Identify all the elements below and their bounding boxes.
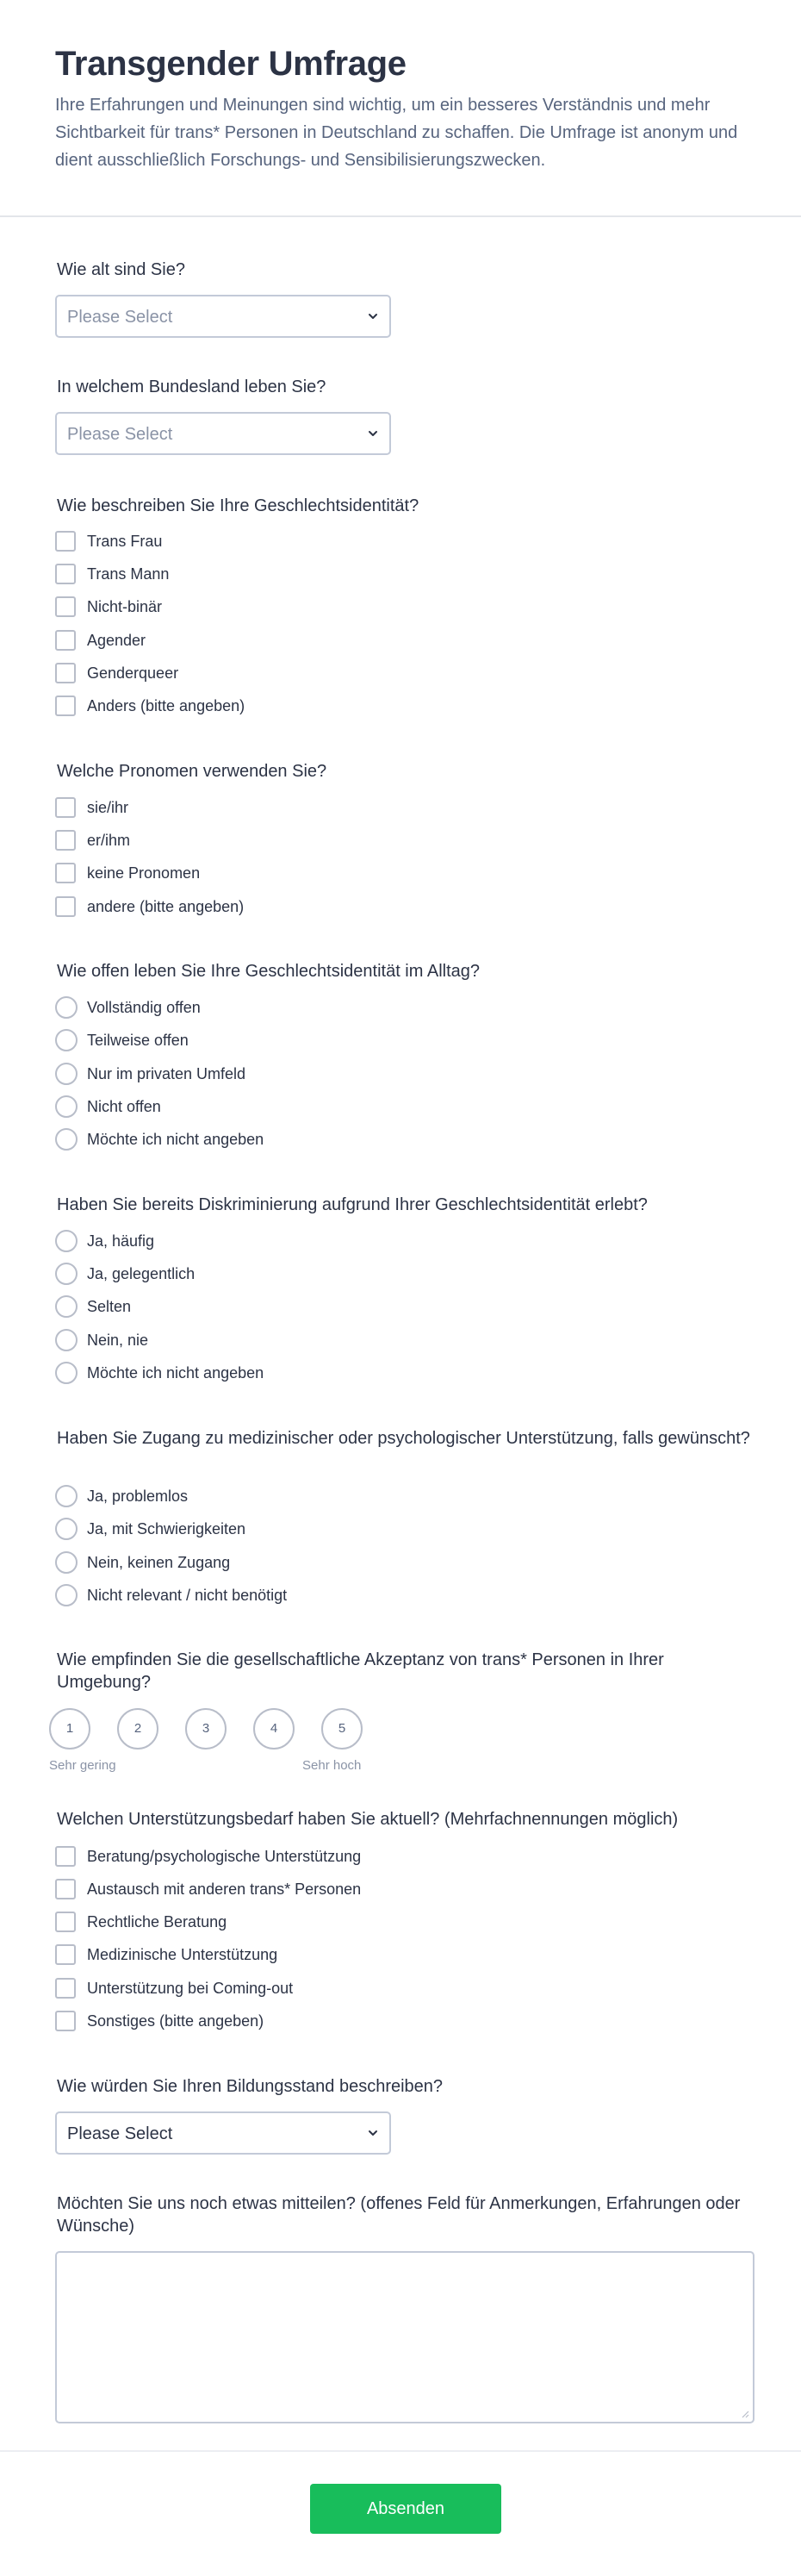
option-label: Vollständig offen	[87, 999, 201, 1016]
scale-min-label: Sehr gering	[49, 1758, 116, 1773]
checkbox[interactable]	[55, 863, 76, 883]
question-age-label: Wie alt sind Sie?	[57, 260, 185, 279]
chevron-down-icon	[367, 310, 379, 322]
scale-option-3[interactable]	[185, 1708, 227, 1750]
radio-button[interactable]	[55, 996, 78, 1019]
option-label: Medizinische Unterstützung	[87, 1946, 278, 1963]
submit-button[interactable]: Absenden	[310, 2484, 501, 2534]
age-select[interactable]	[55, 295, 391, 338]
scale-value: 4	[270, 1721, 278, 1736]
state-select[interactable]	[55, 412, 391, 455]
scale-value: 5	[338, 1721, 346, 1736]
education-select-value: Please Select	[67, 2124, 173, 2143]
option-label: Austausch mit anderen trans* Personen	[87, 1881, 362, 1898]
checkbox[interactable]	[55, 1879, 76, 1899]
checkbox[interactable]	[55, 564, 76, 584]
option-label: Nicht-binär	[87, 598, 163, 615]
question-openness-label: Wie offen leben Sie Ihre Geschlechtsidentität im Alltag?	[57, 962, 481, 981]
radio-button[interactable]	[55, 1263, 78, 1285]
form-description: Ihre Erfahrungen und Meinungen sind wichtig, um ein besseres Verständnis und mehr Sichtbarkeit für trans* Personen in Deutschland zu schaffen. Die Umfrage ist anonym und dient ausschließlich Forschungs- und Sensibilisierungszwecken.	[55, 96, 738, 170]
age-select-value: Please Select	[67, 308, 173, 327]
scale-max-label: Sehr hoch	[302, 1758, 362, 1773]
checkbox[interactable]	[55, 797, 76, 818]
footer-divider	[0, 2450, 801, 2452]
radio-button[interactable]	[55, 1063, 78, 1085]
option-label: Ja, mit Schwierigkeiten	[87, 1520, 246, 1537]
scale-value: 1	[65, 1721, 74, 1736]
question-acceptance-label: Wie empfinden Sie die gesellschaftliche Akzeptanz von trans* Personen in Ihrer Umgebung?	[57, 1650, 664, 1692]
scale-option-4[interactable]	[253, 1708, 295, 1750]
radio-button[interactable]	[55, 1584, 78, 1606]
option-label: Teilweise offen	[87, 1032, 189, 1049]
option-label: Selten	[87, 1298, 132, 1315]
option-label: Nur im privaten Umfeld	[87, 1065, 246, 1082]
option-label: Ja, gelegentlich	[87, 1265, 196, 1282]
education-select[interactable]	[55, 2111, 391, 2155]
checkbox[interactable]	[55, 1846, 76, 1867]
radio-button[interactable]	[55, 1230, 78, 1252]
comments-textarea[interactable]	[55, 2251, 754, 2423]
scale-option-1[interactable]	[49, 1708, 90, 1750]
option-label: Nicht offen	[87, 1098, 161, 1115]
scale-option-5[interactable]	[321, 1708, 363, 1750]
option-label: er/ihm	[87, 832, 131, 849]
option-label: keine Pronomen	[87, 864, 201, 882]
checkbox[interactable]	[55, 896, 76, 917]
chevron-down-icon	[367, 2127, 379, 2139]
radio-button[interactable]	[55, 1485, 78, 1507]
question-state-label: In welchem Bundesland leben Sie?	[57, 377, 326, 396]
option-label: Rechtliche Beratung	[87, 1913, 227, 1930]
checkbox[interactable]	[55, 1912, 76, 1932]
option-label: Ja, häufig	[87, 1232, 155, 1250]
option-label: Ja, problemlos	[87, 1488, 189, 1505]
scale-option-2[interactable]	[117, 1708, 158, 1750]
checkbox[interactable]	[55, 695, 76, 716]
question-needs-label: Welchen Unterstützungsbedarf haben Sie aktuell? (Mehrfachnennungen möglich)	[57, 1810, 679, 1829]
option-label: Möchte ich nicht angeben	[87, 1131, 264, 1148]
checkbox[interactable]	[55, 596, 76, 617]
chevron-down-icon	[367, 427, 379, 440]
option-label: sie/ihr	[87, 799, 129, 816]
form-header	[0, 0, 801, 217]
question-discrimination-label: Haben Sie bereits Diskriminierung aufgrund Ihrer Geschlechtsidentität erlebt?	[57, 1195, 648, 1214]
checkbox[interactable]	[55, 630, 76, 651]
option-label: Nicht relevant / nicht benötigt	[87, 1587, 288, 1604]
option-label: Beratung/psychologische Unterstützung	[87, 1848, 362, 1865]
scale-value: 3	[202, 1721, 210, 1736]
radio-button[interactable]	[55, 1518, 78, 1540]
question-education-label: Wie würden Sie Ihren Bildungsstand beschreiben?	[57, 2077, 444, 2096]
radio-button[interactable]	[55, 1329, 78, 1351]
option-label: andere (bitte angeben)	[87, 898, 245, 915]
checkbox[interactable]	[55, 531, 76, 552]
option-label: Nein, keinen Zugang	[87, 1554, 231, 1571]
option-label: Agender	[87, 632, 146, 649]
resize-handle-icon[interactable]	[741, 2410, 749, 2418]
option-label: Genderqueer	[87, 664, 179, 682]
radio-button[interactable]	[55, 1128, 78, 1151]
checkbox[interactable]	[55, 2011, 76, 2031]
radio-button[interactable]	[55, 1295, 78, 1318]
radio-button[interactable]	[55, 1551, 78, 1574]
state-select-value: Please Select	[67, 425, 173, 444]
question-identity-label: Wie beschreiben Sie Ihre Geschlechtsidentität?	[57, 496, 419, 515]
option-label: Nein, nie	[87, 1332, 149, 1349]
question-comments-label: Möchten Sie uns noch etwas mitteilen? (offenes Feld für Anmerkungen, Erfahrungen oder Wünsche)	[57, 2194, 741, 2236]
radio-button[interactable]	[55, 1095, 78, 1118]
radio-button[interactable]	[55, 1362, 78, 1384]
question-support-access-label: Haben Sie Zugang zu medizinischer oder psychologischer Unterstützung, falls gewünscht?	[57, 1429, 750, 1448]
option-label: Trans Frau	[87, 533, 163, 550]
radio-button[interactable]	[55, 1029, 78, 1051]
option-label: Sonstiges (bitte angeben)	[87, 2012, 264, 2030]
checkbox[interactable]	[55, 663, 76, 683]
scale-value: 2	[134, 1721, 142, 1736]
option-label: Anders (bitte angeben)	[87, 697, 245, 714]
question-pronouns-label: Welche Pronomen verwenden Sie?	[57, 762, 327, 781]
checkbox[interactable]	[55, 1978, 76, 1999]
checkbox[interactable]	[55, 830, 76, 851]
option-label: Unterstützung bei Coming-out	[87, 1980, 294, 1997]
option-label: Möchte ich nicht angeben	[87, 1364, 264, 1382]
checkbox[interactable]	[55, 1944, 76, 1965]
option-label: Trans Mann	[87, 565, 170, 583]
form-title: Transgender Umfrage	[55, 45, 407, 83]
